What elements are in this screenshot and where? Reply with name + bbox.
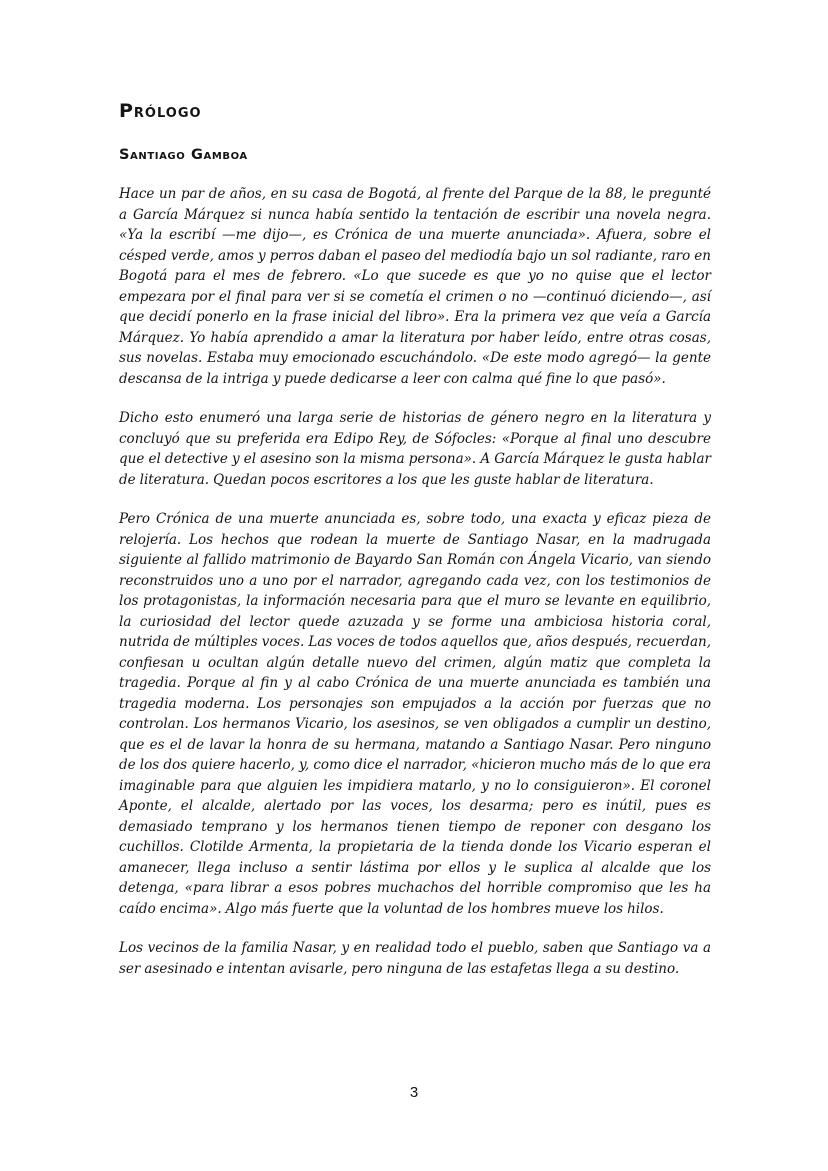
author-name: Santiago Gamboa [119, 147, 248, 163]
paragraph-3: Pero Crónica de una muerte anunciada es, sobre todo, una exacta y eficaz pieza de relojería. Los hechos que rodean la muerte de Santiago Nasar, en la madrugada siguiente al fallido matrimonio de Bayardo San Román con Ángela Vicario, van siendo reconstruidos uno a uno por el narrador, agregando cada vez, con los testimonios de los protagonistas, la información necesaria para que el muro se levante en equilibrio, la curiosidad del lector quede azuzada y se forme una ambiciosa historia coral, nutrida de múltiples voces. Las voces de todos aquellos que, años después, recuerdan, confiesan u ocultan algún detalle nuevo del crimen, algún matiz que completa la tragedia. Porque al fin y al cabo Crónica de una muerte anunciada es también una tragedia moderna. Los personajes son empujados a la acción por fuerzas que no controlan. Los hermanos Vicario, los asesinos, se ven obligados a cumplir un destino, que es el de lavar la honra de su hermana, matando a Santiago Nasar. Pero ninguno de los dos quiere hacerlo, y, como dice el narrador, «hicieron mucho más de lo que era imaginable para que alguien les impidiera matarlo, y no lo consiguieron». El coronel Aponte, el alcalde, alertado por las voces, los desarma; pero es inútil, pues es demasiado temprano y los hermanos tienen tiempo de reponer con desgano los cuchillos. Clotilde Armenta, la propietaria de la tienda donde los Vicario esperan el amanecer, llega incluso a sentir lástima por ellos y le suplica al alcalde que los detenga, «para librar a esos pobres muchachos del horrible compromiso que les ha caído encima». Algo más fuerte que la voluntad de los hombres mueve los hilos. [119, 511, 711, 917]
page-number: 3 [409, 1084, 419, 1101]
body-text [119, 184, 711, 998]
paragraph-2: Dicho esto enumeró una larga serie de historias de género negro en la literatura y concluyó que su preferida era Edipo Rey, de Sófocles: «Porque al final uno descubre que el detective y el asesino son la misma persona». A García Márquez le gusta hablar de literatura. Quedan pocos escritores a los que les guste hablar de literatura. [119, 410, 711, 488]
chapter-title: Prólogo [119, 100, 202, 122]
paragraph-1: Hace un par de años, en su casa de Bogotá, al frente del Parque de la 88, le pregunté a García Márquez si nunca había sentido la tentación de escribir una novela negra. «Ya la escribí —me dijo—, es Crónica de una muerte anunciada». Afuera, sobre el césped verde, amos y perros daban el paseo del mediodía bajo un sol radiante, raro en Bogotá para el mes de febrero. «Lo que sucede es que yo no quise que el lector empezara por el final para ver si se cometía el crimen o no —continuó diciendo—, así que decidí ponerlo en la frase inicial del libro». Era la primera vez que veía a García Márquez. Yo había aprendido a amar la literatura por haber leído, entre otras cosas, sus novelas. Estaba muy emocionado escuchándolo. «De este modo agregó— la gente descansa de la intriga y puede dedicarse a leer con calma qué fine lo que pasó». [119, 186, 711, 387]
paragraph-4: Los vecinos de la familia Nasar, y en realidad todo el pueblo, saben que Santiago va a ser asesinado e intentan avisarle, pero ninguna de las estafetas llega a su destino. [119, 940, 711, 977]
